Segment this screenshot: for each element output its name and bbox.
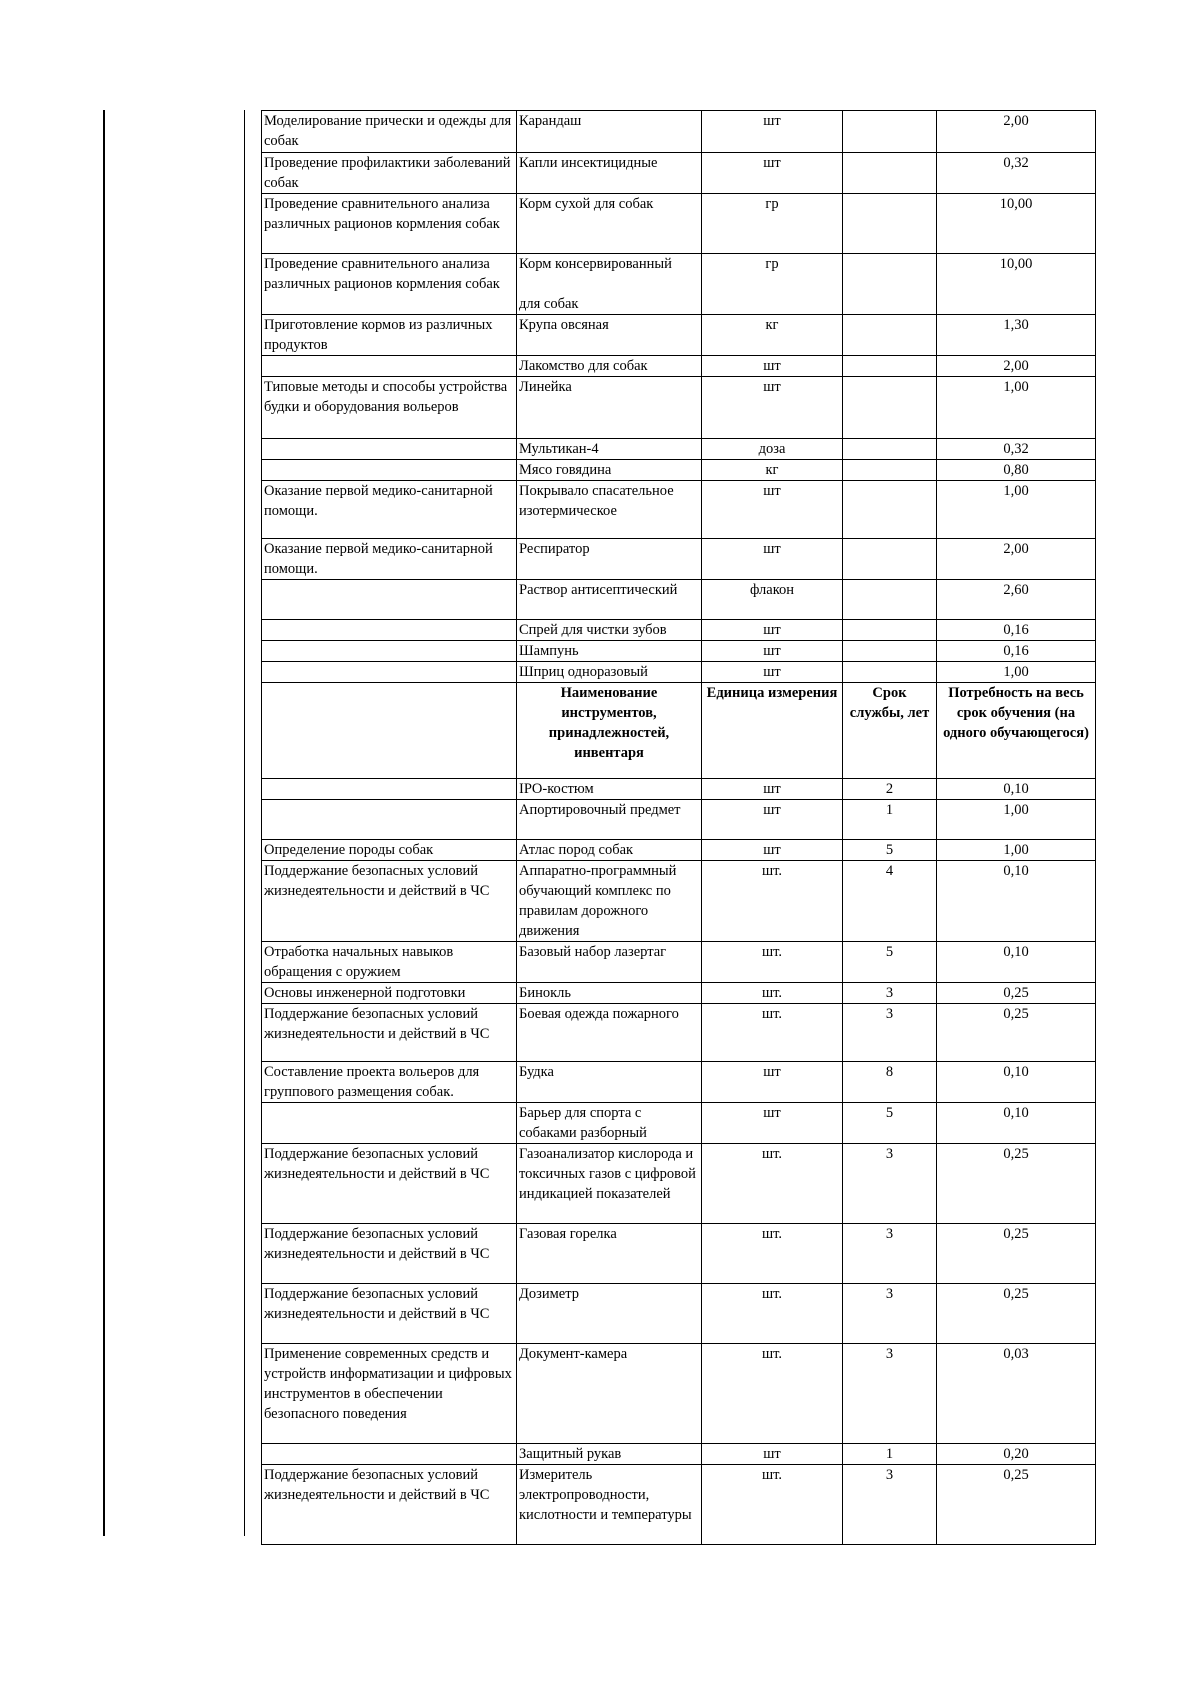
item-cell: Аппаратно-программный обучающий комплекс по правилам дорожного движения <box>517 861 702 942</box>
item-cell: Наименование инструментов, принадлежностей, инвентаря <box>517 683 702 779</box>
item-cell: Базовый набор лазертаг <box>517 942 702 983</box>
requirement-cell: 0,25 <box>937 983 1096 1004</box>
unit-cell: шт <box>702 539 843 580</box>
service-life-cell: 8 <box>843 1062 937 1103</box>
table-row <box>262 194 1096 254</box>
activity-cell: Оказание первой медико-санитарной помощи. <box>262 481 517 539</box>
activity-cell <box>262 683 517 779</box>
table-row <box>262 377 1096 439</box>
table-row <box>262 460 1096 481</box>
activity-cell: Поддержание безопасных условий жизнедеятельности и действий в ЧС <box>262 1004 517 1062</box>
activity-cell <box>262 800 517 840</box>
table-row <box>262 153 1096 194</box>
unit-cell: шт <box>702 481 843 539</box>
requirement-cell: 2,60 <box>937 580 1096 620</box>
table-row <box>262 254 1096 315</box>
table-row <box>262 481 1096 539</box>
requirement-cell: 0,03 <box>937 1344 1096 1444</box>
requirement-cell: 0,25 <box>937 1465 1096 1545</box>
service-life-cell: 3 <box>843 1144 937 1224</box>
unit-cell: шт <box>702 840 843 861</box>
activity-cell: Проведение профилактики заболеваний собак <box>262 153 517 194</box>
requirement-cell: 1,30 <box>937 315 1096 356</box>
requirement-cell: 1,00 <box>937 800 1096 840</box>
item-cell: Корм консервированный для собак <box>517 254 702 315</box>
activity-cell <box>262 356 517 377</box>
activity-cell <box>262 580 517 620</box>
service-life-cell: 3 <box>843 983 937 1004</box>
activity-cell: Отработка начальных навыков обращения с оружием <box>262 942 517 983</box>
table-row <box>262 1224 1096 1284</box>
requirement-cell: 0,16 <box>937 620 1096 641</box>
item-cell: Респиратор <box>517 539 702 580</box>
requirement-cell: Потребность на весь срок обучения (на одного обучающегося) <box>937 683 1096 779</box>
requirement-cell: 0,25 <box>937 1284 1096 1344</box>
service-life-cell: 5 <box>843 840 937 861</box>
item-cell: IPO-костюм <box>517 779 702 800</box>
requirement-cell: 0,10 <box>937 1062 1096 1103</box>
requirement-cell: 0,80 <box>937 460 1096 481</box>
service-life-cell <box>843 315 937 356</box>
unit-cell: шт <box>702 153 843 194</box>
item-cell: Крупа овсяная <box>517 315 702 356</box>
requirement-cell: 10,00 <box>937 194 1096 254</box>
item-cell: Защитный рукав <box>517 1444 702 1465</box>
service-life-cell <box>843 153 937 194</box>
item-cell: Газоанализатор кислорода и токсичных газов с цифровой индикацией показателей <box>517 1144 702 1224</box>
table-row <box>262 1465 1096 1545</box>
service-life-cell: 2 <box>843 779 937 800</box>
item-cell: Апортировочный предмет <box>517 800 702 840</box>
requirement-cell: 0,16 <box>937 641 1096 662</box>
item-cell: Спрей для чистки зубов <box>517 620 702 641</box>
activity-cell <box>262 662 517 683</box>
unit-cell: шт. <box>702 1224 843 1284</box>
service-life-cell <box>843 356 937 377</box>
service-life-cell: 3 <box>843 1224 937 1284</box>
table-row <box>262 942 1096 983</box>
unit-cell: шт. <box>702 861 843 942</box>
table-row <box>262 620 1096 641</box>
activity-cell: Применение современных средств и устройств информатизации и цифровых инструментов в обеспечении безопасного поведения <box>262 1344 517 1444</box>
unit-cell: шт. <box>702 942 843 983</box>
service-life-cell: 4 <box>843 861 937 942</box>
unit-cell: шт. <box>702 1284 843 1344</box>
service-life-cell <box>843 580 937 620</box>
activity-cell: Основы инженерной подготовки <box>262 983 517 1004</box>
activity-cell: Моделирование прически и одежды для собак <box>262 111 517 153</box>
table-row <box>262 779 1096 800</box>
item-cell: Мясо говядина <box>517 460 702 481</box>
activity-cell: Составление проекта вольеров для группового размещения собак. <box>262 1062 517 1103</box>
requirement-cell: 0,32 <box>937 439 1096 460</box>
service-life-cell <box>843 539 937 580</box>
unit-cell: Единица измерения <box>702 683 843 779</box>
table-row <box>262 1344 1096 1444</box>
item-cell: Документ-камера <box>517 1344 702 1444</box>
service-life-cell <box>843 377 937 439</box>
unit-cell: кг <box>702 460 843 481</box>
requirement-cell: 1,00 <box>937 377 1096 439</box>
unit-cell: шт <box>702 356 843 377</box>
table-header-row <box>262 683 1096 779</box>
requirement-cell: 0,10 <box>937 942 1096 983</box>
table-row <box>262 356 1096 377</box>
activity-cell <box>262 1444 517 1465</box>
unit-cell: шт <box>702 111 843 153</box>
service-life-cell: 3 <box>843 1344 937 1444</box>
unit-cell: доза <box>702 439 843 460</box>
requirement-cell: 0,20 <box>937 1444 1096 1465</box>
item-cell: Атлас пород собак <box>517 840 702 861</box>
service-life-cell: 3 <box>843 1465 937 1545</box>
table-row <box>262 1144 1096 1224</box>
unit-cell: гр <box>702 254 843 315</box>
activity-cell <box>262 779 517 800</box>
unit-cell: шт. <box>702 983 843 1004</box>
item-cell: Корм сухой для собак <box>517 194 702 254</box>
requirement-cell: 0,25 <box>937 1144 1096 1224</box>
service-life-cell: 3 <box>843 1284 937 1344</box>
service-life-cell <box>843 620 937 641</box>
requirement-cell: 0,10 <box>937 861 1096 942</box>
item-cell: Лакомство для собак <box>517 356 702 377</box>
table-row <box>262 580 1096 620</box>
activity-cell: Поддержание безопасных условий жизнедеятельности и действий в ЧС <box>262 861 517 942</box>
unit-cell: шт. <box>702 1465 843 1545</box>
unit-cell: шт. <box>702 1344 843 1444</box>
table-row <box>262 800 1096 840</box>
activity-cell <box>262 460 517 481</box>
unit-cell: шт <box>702 800 843 840</box>
activity-cell: Определение породы собак <box>262 840 517 861</box>
page-margin-rule <box>103 110 105 1536</box>
unit-cell: гр <box>702 194 843 254</box>
item-cell: Покрывало спасательное изотермическое <box>517 481 702 539</box>
service-life-cell <box>843 460 937 481</box>
table-row <box>262 840 1096 861</box>
requirement-cell: 0,10 <box>937 1103 1096 1144</box>
unit-cell: шт <box>702 641 843 662</box>
service-life-cell <box>843 641 937 662</box>
service-life-cell <box>843 662 937 683</box>
activity-cell: Поддержание безопасных условий жизнедеятельности и действий в ЧС <box>262 1144 517 1224</box>
table-row <box>262 111 1096 153</box>
service-life-cell <box>843 439 937 460</box>
table-row <box>262 1444 1096 1465</box>
activity-cell: Поддержание безопасных условий жизнедеятельности и действий в ЧС <box>262 1224 517 1284</box>
unit-cell: шт <box>702 1103 843 1144</box>
service-life-cell: 5 <box>843 1103 937 1144</box>
service-life-cell: 5 <box>843 942 937 983</box>
item-cell: Измеритель электропроводности, кислотности и температуры <box>517 1465 702 1545</box>
item-cell: Будка <box>517 1062 702 1103</box>
table-row <box>262 439 1096 460</box>
activity-cell: Оказание первой медико-санитарной помощи. <box>262 539 517 580</box>
unit-cell: шт. <box>702 1004 843 1062</box>
service-life-cell: Срок службы, лет <box>843 683 937 779</box>
item-cell: Шприц одноразовый <box>517 662 702 683</box>
service-life-cell: 1 <box>843 1444 937 1465</box>
item-cell: Бинокль <box>517 983 702 1004</box>
unit-cell: шт <box>702 377 843 439</box>
activity-cell: Типовые методы и способы устройства будки и оборудования вольеров <box>262 377 517 439</box>
requirement-cell: 2,00 <box>937 356 1096 377</box>
item-cell: Раствор антисептический <box>517 580 702 620</box>
requirement-cell: 2,00 <box>937 539 1096 580</box>
item-cell: Шампунь <box>517 641 702 662</box>
unit-cell: флакон <box>702 580 843 620</box>
item-cell: Дозиметр <box>517 1284 702 1344</box>
table-row <box>262 861 1096 942</box>
unit-cell: шт <box>702 1444 843 1465</box>
item-cell: Газовая горелка <box>517 1224 702 1284</box>
unit-cell: кг <box>702 315 843 356</box>
service-life-cell: 1 <box>843 800 937 840</box>
activity-cell: Поддержание безопасных условий жизнедеятельности и действий в ЧС <box>262 1284 517 1344</box>
requirement-cell: 1,00 <box>937 840 1096 861</box>
table-row <box>262 641 1096 662</box>
activity-cell: Проведение сравнительного анализа различных рационов кормления собак <box>262 194 517 254</box>
activity-cell <box>262 439 517 460</box>
service-life-cell <box>843 111 937 153</box>
item-cell: Мультикан-4 <box>517 439 702 460</box>
service-life-cell <box>843 481 937 539</box>
item-cell: Боевая одежда пожарного <box>517 1004 702 1062</box>
table-row <box>262 1062 1096 1103</box>
requirement-cell: 0,25 <box>937 1224 1096 1284</box>
unit-cell: шт <box>702 662 843 683</box>
item-cell: Линейка <box>517 377 702 439</box>
requirement-cell: 1,00 <box>937 662 1096 683</box>
page-inner-rule <box>244 110 245 1536</box>
unit-cell: шт. <box>702 1144 843 1224</box>
requirement-cell: 0,32 <box>937 153 1096 194</box>
activity-cell <box>262 1103 517 1144</box>
item-cell: Барьер для спорта с собаками разборный <box>517 1103 702 1144</box>
unit-cell: шт <box>702 1062 843 1103</box>
table-row <box>262 315 1096 356</box>
item-cell: Капли инсектицидные <box>517 153 702 194</box>
table-row <box>262 1103 1096 1144</box>
activity-cell: Приготовление кормов из различных продуктов <box>262 315 517 356</box>
requirement-cell: 1,00 <box>937 481 1096 539</box>
service-life-cell <box>843 194 937 254</box>
unit-cell: шт <box>702 620 843 641</box>
requirement-cell: 0,25 <box>937 1004 1096 1062</box>
materials-table-body <box>262 111 1096 1545</box>
unit-cell: шт <box>702 779 843 800</box>
activity-cell: Поддержание безопасных условий жизнедеятельности и действий в ЧС <box>262 1465 517 1545</box>
materials-table <box>261 110 1096 1545</box>
requirement-cell: 10,00 <box>937 254 1096 315</box>
activity-cell <box>262 641 517 662</box>
activity-cell: Проведение сравнительного анализа различных рационов кормления собак <box>262 254 517 315</box>
item-cell: Карандаш <box>517 111 702 153</box>
requirement-cell: 0,10 <box>937 779 1096 800</box>
table-row <box>262 983 1096 1004</box>
activity-cell <box>262 620 517 641</box>
table-row <box>262 662 1096 683</box>
table-row <box>262 539 1096 580</box>
requirement-cell: 2,00 <box>937 111 1096 153</box>
table-row <box>262 1284 1096 1344</box>
table-row <box>262 1004 1096 1062</box>
service-life-cell: 3 <box>843 1004 937 1062</box>
service-life-cell <box>843 254 937 315</box>
